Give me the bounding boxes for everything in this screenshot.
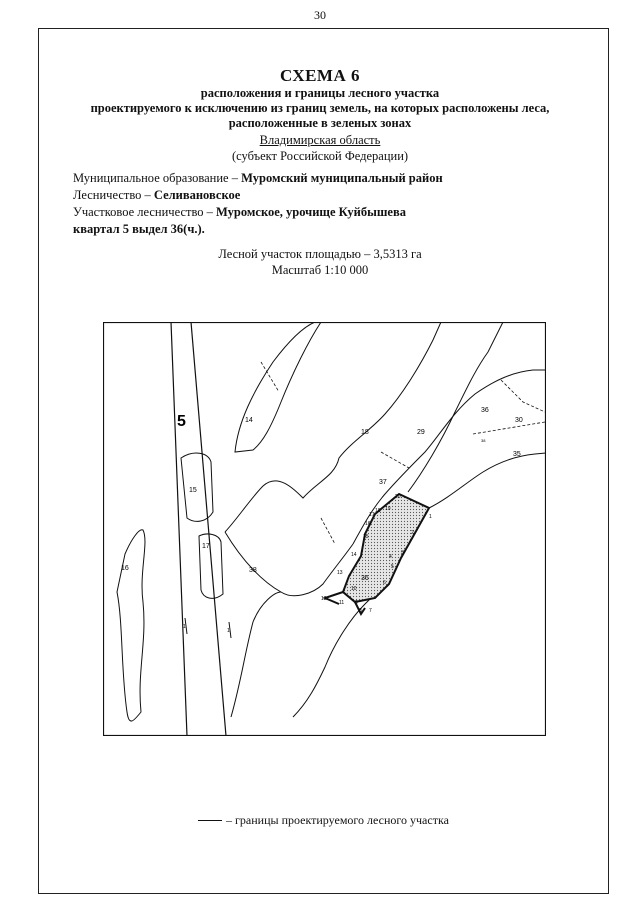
point-label-14: 14 [351, 552, 357, 558]
point-label-17: 17 [369, 512, 375, 518]
tick-label-2: 1 [227, 628, 230, 634]
parcel-label-36-top: 36 [481, 407, 489, 414]
quarter-value: квартал 5 выдел 36(ч.). [73, 222, 205, 236]
parcel-label-15: 15 [189, 487, 197, 494]
point-label-18: 18 [375, 508, 381, 514]
area-block [0, 246, 640, 278]
forestry-value: Селивановское [153, 188, 241, 202]
map-legend [198, 813, 449, 828]
parcel-label-29: 29 [417, 429, 425, 436]
municipality-label: Муниципальное образование – [73, 171, 242, 185]
district-label: Участковое лесничество – [73, 205, 217, 219]
subtitle-line-2: проектируемого к исключению из границ земель, на которых расположены леса, [90, 101, 550, 115]
scheme-header [0, 66, 640, 164]
subtitle-line-3: расположенные в зеленых зонах [228, 116, 412, 130]
forestry-row [73, 187, 443, 204]
subtitle-line-1: расположения и границы лесного участка [200, 86, 440, 100]
forestry-label: Лесничество – [73, 188, 154, 202]
district-row [73, 204, 443, 221]
parcel-label-37: 37 [379, 479, 387, 486]
municipality-row [73, 170, 443, 187]
point-label-15: 15 [363, 534, 369, 540]
tick-label-1: 1 [183, 624, 186, 630]
point-label-8: 8 [359, 608, 362, 614]
map-border [104, 323, 546, 736]
point-label-12: 12 [321, 596, 327, 602]
parcel-label-35: 35 [513, 451, 521, 458]
point-label-9: 9 [355, 600, 358, 606]
region-name: Владимирская область [259, 133, 381, 147]
parcel-label-17: 17 [202, 543, 210, 550]
region-note: (субъект Российской Федерации) [231, 149, 409, 163]
point-label-4: 4 [389, 554, 392, 560]
point-label-7: 7 [369, 608, 372, 614]
plot-area: Лесной участок площадью – 3,5313 га [218, 247, 422, 261]
point-label-10: 10 [351, 586, 357, 592]
page-number: 30 [314, 8, 326, 22]
legend-text: – границы проектируемого лесного участка [226, 813, 449, 827]
point-label-13: 13 [337, 570, 343, 576]
forest-plot-map [103, 322, 546, 736]
scheme-title: СХЕМА 6 [279, 66, 361, 85]
parcel-label-16: 16 [121, 565, 129, 572]
point-label-1: 1 [429, 514, 432, 520]
parcel-label-14: 14 [245, 417, 253, 424]
point-label-19: 19 [385, 506, 391, 512]
municipality-value: Муромский муниципальный район [241, 171, 443, 185]
parcel-label-18: 18 [361, 429, 369, 436]
map-scale: Масштаб 1:10 000 [271, 263, 369, 277]
district-value: Муромское, урочище Куйбышева [216, 205, 406, 219]
point-label-3: 3 [401, 550, 404, 556]
point-label-6: 6 [383, 580, 386, 586]
quarter-number-label: 5 [177, 413, 186, 430]
parcel-label-38: 38 [249, 567, 257, 574]
point-label-5: 5 [391, 564, 394, 570]
parcel-label-38-small: 38 [481, 438, 486, 443]
parcel-label-30: 30 [515, 417, 523, 424]
location-info [73, 170, 443, 238]
quarter-row [73, 221, 443, 238]
point-label-20: 20 [395, 494, 401, 500]
plot-label-36: 36 [361, 575, 369, 582]
point-label-2: 2 [411, 530, 414, 536]
legend-line-symbol [198, 820, 222, 821]
point-label-16: 16 [365, 521, 371, 527]
point-label-11: 11 [339, 600, 345, 606]
